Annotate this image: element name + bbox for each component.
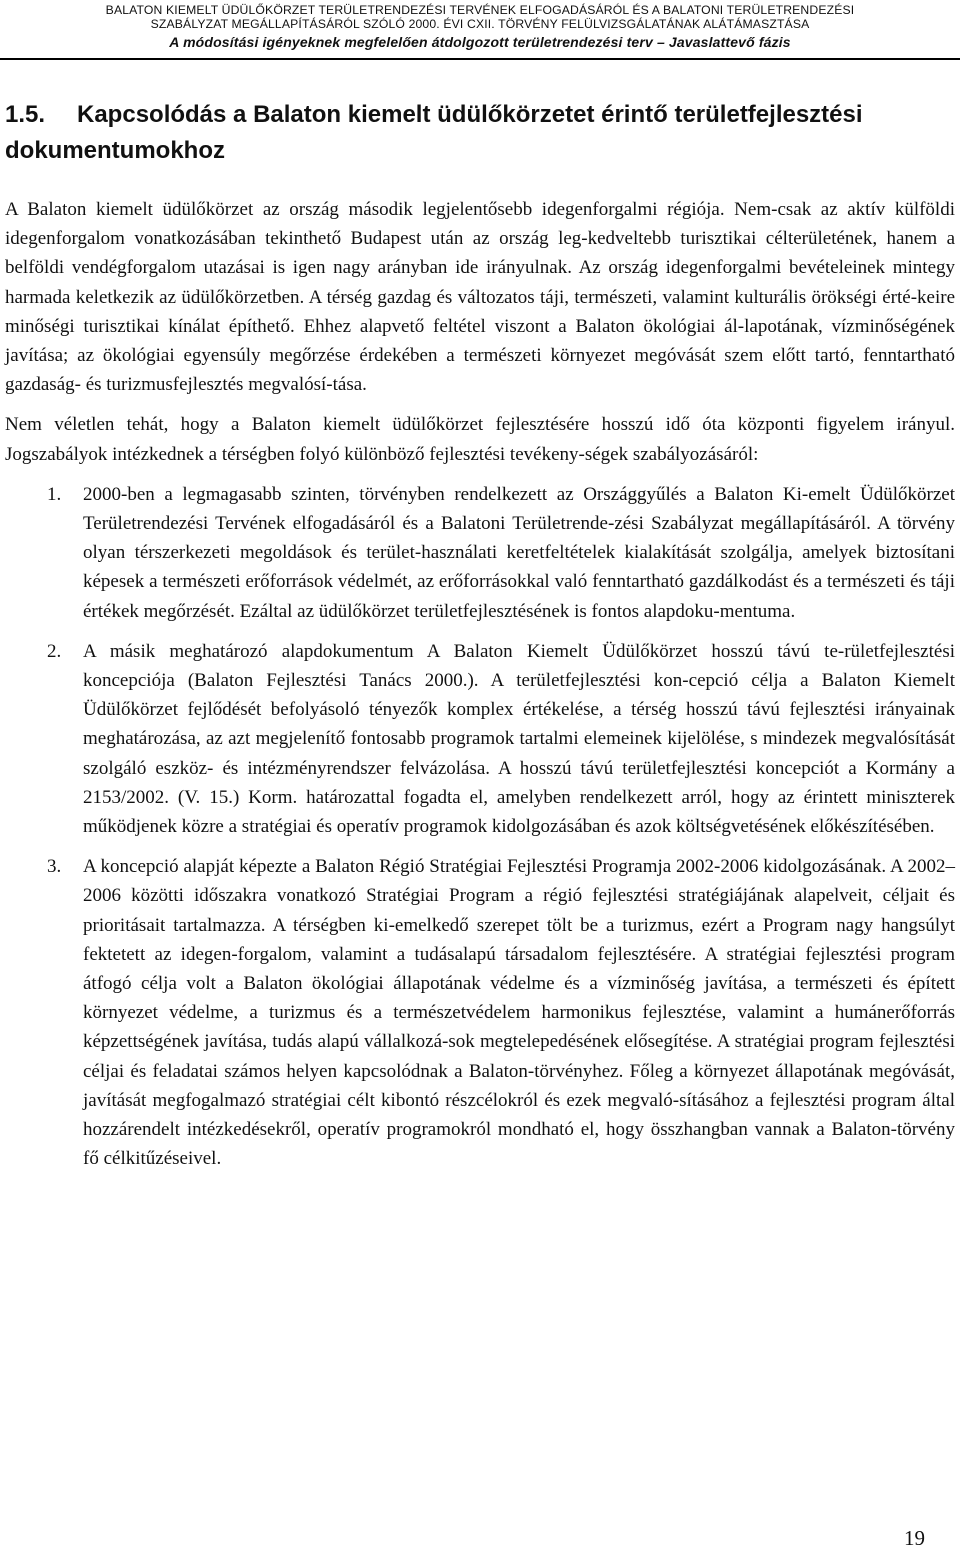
- list-item: [5, 637, 955, 841]
- header-line-2: SZABÁLYZAT MEGÁLLAPÍTÁSÁRÓL SZÓLÓ 2000. ÉVI CXII. TÖRVÉNY FELÜLVIZSGÁLATÁNAK ALÁTÁMASZTÁSA: [150, 17, 810, 31]
- page-header: [0, 0, 960, 60]
- header-line-1: BALATON KIEMELT ÜDÜLŐKÖRZET TERÜLETRENDEZÉSI TERVÉNEK ELFOGADÁSÁRÓL ÉS A BALATONI TERÜLETRENDEZÉSI: [105, 3, 855, 17]
- section-number: 1.5.: [5, 101, 46, 128]
- section-title: Kapcsolódás a Balaton kiemelt üdülőkörzetet érintő területfejlesztési dokumentumokhoz: [5, 101, 863, 164]
- list-item: [5, 480, 955, 626]
- list-item-number: 3.: [47, 856, 62, 878]
- paragraph-intro: A Balaton kiemelt üdülőkörzet az ország második legjelentősebb idegenforgalmi régiója. Nem-csak az aktív külföldi idegenforgalom vonatkozásában tekinthető Budapest után az ország leg-kedveltebb turisztikai célterületének, hanem a belföldi vendégforgalom utazásai is igen nagy arányban ide irányulnak. Az ország idegenforgalmi bevételeinek mintegy harmada keletkezik az üdülőkörzetben. A térség gazdag és változatos táji, természeti, valamint kulturális örökségi érté-keire minőségi turisztikai kínálat építhető. Ehhez alapvető feltétel viszont a Balaton ökológiai ál-lapotának, vízminőségének javítása; az ökológiai egyensúly megőrzése érdekében a természeti környezet megóvását szem előtt tartó, fenntartható gazdaság- és turizmusfejlesztés megvalósí-tása.: [5, 199, 955, 396]
- list-item-number: 1.: [47, 483, 62, 505]
- section-heading: [5, 97, 955, 169]
- list-item-text: A koncepció alapját képezte a Balaton Régió Stratégiai Fejlesztési Programja 2002-2006 kidolgozásának. A 2002–2006 közötti időszakra vonatkozó Stratégiai Program a régió fejlesztési stratégiájának alapelveit, céljait és prioritásait tartalmazza. A térségben ki-emelkedő szerepet tölt be a turizmus, ezért a Program nagy hangsúlyt fektetett az idegen-forgalom, valamint a tudásalapú társadalom fejlesztésére. A stratégiai fejlesztési program átfogó célja volt a Balaton ökológiai állapotának védelme és a vízminőség javítása, a természeti és épített környezet védelme, a turizmus és a természetvédelem harmonikus fejlesztése, valamint a humánerőforrás képzettségének javítása, tudás alapú vállalkozá-sok megtelepedésének elősegítése. A stratégiai program fejlesztési céljai és feladatai számos helyen kapcsolódnak a Balaton-törvényhez. Főleg a környezet állapotának megóvását, javítását megfogalmazó stratégiai célt kibontó részcélokról és ezek megvaló-sításához a fejlesztési program által hozzárendelt intézkedésekről, operatív programokról mondható el, hogy összhangban vannak a Balaton-törvény fő célkitűzéseivel.: [83, 856, 955, 1170]
- list-item: [5, 852, 955, 1173]
- body-text: [5, 195, 955, 1185]
- list-item-text: A másik meghatározó alapdokumentum A Balaton Kiemelt Üdülőkörzet hosszú távú te-rületfejlesztési koncepciója (Balaton Fejlesztési Tanács 2000.). A területfejlesztési kon-cepció célja a Balaton Kiemelt Üdülőkörzet fejlődését befolyásoló tényezők komplex értékelése, a térség hosszú távú fejlesztési irányainak meghatározása, az azt megjelenítő fontosabb programok tartalmi elemeinek kijelölése, s mindezek megvalósítását szolgáló eszköz- és intézményrendszer felvázolása. A hosszú távú területfejlesztési koncepciót a Kormány a 2153/2002. (V. 15.) Korm. határozattal fogadta el, amelyben rendelkezett arról, hogy az érintett miniszterek működjenek közre a stratégiai és operatív programok kidolgozásában és azok költségvetésének előkészítésében.: [83, 640, 955, 838]
- list-item-text: 2000-ben a legmagasabb szinten, törvényben rendelkezett az Országgyűlés a Balaton Ki-emelt Üdülőkörzet Területrendezési Tervének elfogadásáról és a Balatoni Területrende-zési Szabályzat megállapításáról. A törvény olyan térszerkezeti megoldások és terület-használati keretfeltételek kialakítását szolgálja, amelyek biztosítani képesek a természeti erőforrások védelmét, az erőforrásokkal való fenntartható gazdálkodást és a természeti és táji értékek megőrzését. Ezáltal az üdülőkörzet területfejlesztésének is fontos alapdoku-mentuma.: [83, 483, 955, 622]
- list-item-number: 2.: [47, 640, 62, 662]
- page-number: 19: [904, 1526, 925, 1550]
- paragraph-legislation: Nem véletlen tehát, hogy a Balaton kiemelt üdülőkörzet fejlesztésére hosszú idő óta központi figyelem irányul. Jogszabályok intézkednek a térségben folyó különböző fejlesztési tevékeny-ségek szabályozásáról:: [5, 414, 955, 465]
- header-subtitle: A módosítási igényeknek megfelelően átdolgozott területrendezési terv – Javaslattevő fázis: [169, 34, 791, 50]
- numbered-list: [5, 480, 955, 1174]
